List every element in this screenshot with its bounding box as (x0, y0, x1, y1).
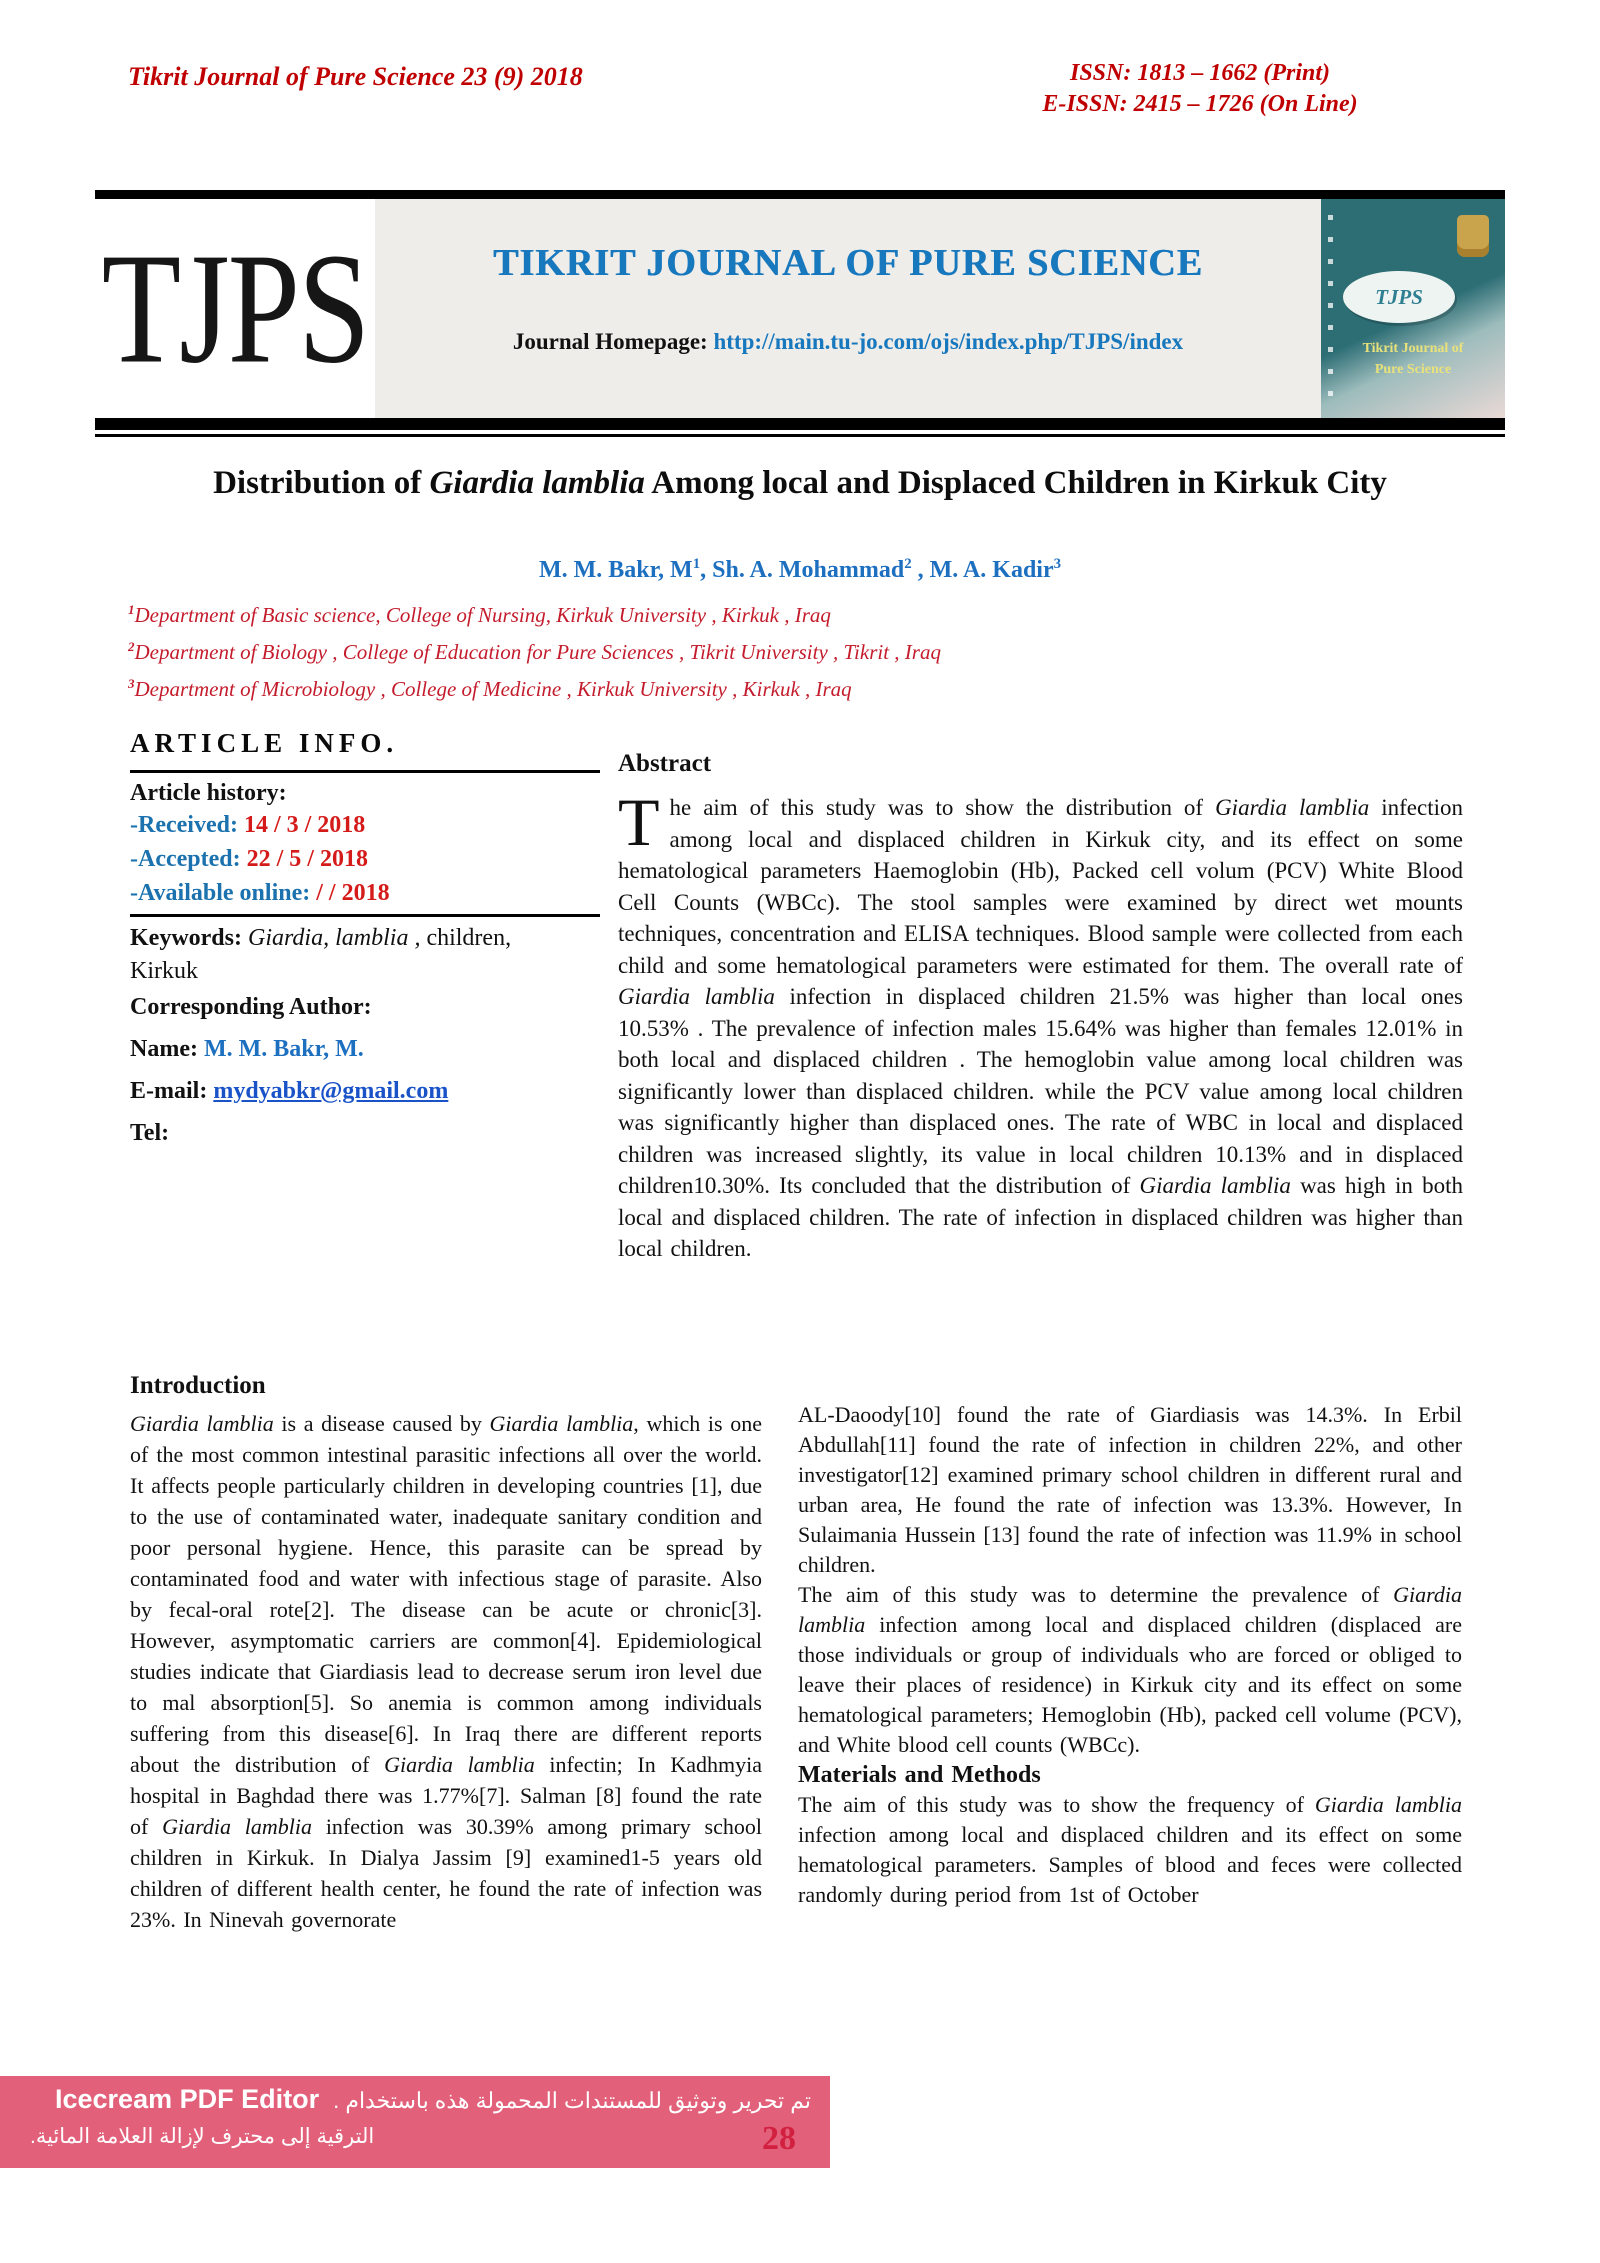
intro-right-paragraph-1: AL-Daoody[10] found the rate of Giardiasis was 14.3%. In Erbil Abdullah[11] found the rate of infection in children 22%, and other investigator[12] examined primary school children in different rural and urban area, He found the rate of infection was 13.3%. However, In Sulaimania Hussein [13] found the rate of infection was 11.9% in school children. (798, 1402, 1462, 1577)
watermark-upgrade-text[interactable]: الترقية إلى محترف لإزالة العلامة المائية. (30, 2125, 375, 2148)
email-link[interactable]: mydyabkr@gmail.com (213, 1078, 449, 1104)
tjps-logo-text: TJPS (101, 220, 369, 397)
affiliation-2: $^2$Department of Biology , College of Education for Pure Sciences , Tikrit University , Tikrit , Iraq (128, 639, 941, 664)
cover-tjps-oval: TJPS (1343, 271, 1455, 323)
issn-print: ISSN: 1813 – 1662 (Print) (1069, 60, 1331, 86)
journal-banner (95, 199, 1505, 418)
journal-title-banner: TIKRIT JOURNAL OF PURE SCIENCE (493, 242, 1203, 284)
materials-methods-heading: Materials and Methods (798, 1762, 1041, 1788)
watermark-line-1 (55, 2084, 811, 2115)
issn-online: E-ISSN: 2415 – 1726 (On Line) (1042, 91, 1358, 117)
abstract-heading: Abstract (618, 750, 712, 777)
journal-header-line: Tikrit Journal of Pure Science 23 (9) 2018 (128, 62, 583, 91)
article-info-rule-bottom (130, 914, 600, 917)
cover-journal-name-line2: Pure Science (1374, 362, 1452, 377)
introduction-right-column (798, 1400, 1462, 1910)
authors-line: M. M. Bakr, $M^1$, Sh. A. Mohammad$^2$ , M. A. Kadir$^3$ (538, 556, 1062, 583)
banner-top-rule (95, 190, 1505, 199)
article-history-label: Article history: (130, 780, 287, 806)
keywords-row: Keywords: Giardia, lamblia , children, Kirkuk (130, 925, 512, 984)
affiliation-3: $^3$Department of Microbiology , College of Medicine , Kirkuk University , Kirkuk , Iraq (128, 676, 852, 701)
received-date-row: -Received: 14 / 3 / 2018 (130, 812, 366, 838)
article-info-heading: ARTICLE INFO. (130, 728, 399, 758)
homepage-line (375, 329, 1321, 355)
accepted-date-row: -Accepted: 22 / 5 / 2018 (130, 846, 368, 872)
intro-right-paragraph-2: The aim of this study was to determine the prevalence of Giardia lamblia infection among local and displaced children (displaced are those individuals or group of individuals who are forced or obliged to leave their places of residence) in Kirkuk city and its effect on some hematological parameters; Hemoglobin (Hb), packed cell volume (PCV), and White blood cell counts (WBCc). (798, 1582, 1462, 1757)
cover-emblem-icon (1457, 215, 1489, 257)
homepage-link[interactable]: http://main.tu-jo.com/ojs/index.php/TJPS/index (713, 329, 1184, 354)
introduction-heading: Introduction (130, 1372, 266, 1399)
banner-bottom-rule-thin (95, 434, 1505, 437)
email-label: E-mail: (130, 1078, 214, 1104)
watermark-arabic-text: تم تحرير وتوثيق للمستندات المحمولة هذه باستخدام . (333, 2088, 812, 2113)
corresponding-name-row (130, 1036, 364, 1063)
corresponding-author-label: Corresponding Author: (130, 994, 372, 1020)
affiliations-block (128, 594, 1428, 705)
introduction-left-column: Giardia lamblia is a disease caused by Giardia lamblia, which is one of the most common intestinal parasitic infections all over the world. It affects people particularly children in developing countries [1], due to the use of contaminated water, inadequate sanitary condition and poor personal hygiene. Hence, this parasite can be spread by contaminated food and water with infectious stage of parasite. Also by fecal-oral rote[2]. The disease can be acute or chronic[3]. However, asymptomatic carriers are common[4]. Epidemiological studies indicate that Giardiasis lead to decrease serum iron level due to mal absorption[5]. So anemia is common among individuals suffering from this disease[6]. In Iraq there are different reports about the distribution of Giardia lamblia infectin; In Kadhmyia hospital in Baghdad there was 1.77%[7]. Salman [8] found the rate of Giardia lamblia infection was 30.39% among primary school children in Kirkuk. In Dialya Jassim [9] examined1-5 years old children of different health center, he found the rate of infection was 23%. In Ninevah governorate (130, 1411, 762, 1932)
cover-journal-name-line1: Tikrit Journal of (1362, 341, 1464, 356)
email-row (130, 1078, 448, 1105)
tel-label: Tel: (130, 1120, 170, 1146)
intro-right-paragraph-3: The aim of this study was to show the frequency of Giardia lamblia infection among local and displaced children and its effect on some hematological parameters. Samples of blood and feces were collected randomly during period from 1st of October (798, 1792, 1462, 1907)
banner-bottom-rule (95, 418, 1505, 430)
tjps-logo (95, 199, 375, 418)
page-number: 28 (762, 2120, 796, 2157)
name-label: Name: (130, 1036, 204, 1062)
article-info-rule-top (130, 770, 600, 773)
homepage-label: Journal Homepage: (512, 329, 714, 354)
name-value: M. M. Bakr, M. (203, 1036, 364, 1062)
pdf-editor-watermark-bar (0, 2076, 830, 2168)
journal-cover-image (1321, 199, 1505, 418)
article-title: Distribution of Giardia lamblia Among local and Displaced Children in Kirkuk City (213, 465, 1387, 501)
pdf-editor-brand: Icecream PDF Editor (55, 2084, 320, 2114)
issn-block (990, 58, 1410, 120)
available-online-row: -Available online: / / 2018 (130, 880, 390, 906)
affiliation-1: $^1$Department of Basic science, College of Nursing, Kirkuk University , Kirkuk , Iraq (128, 602, 831, 627)
banner-middle (375, 199, 1321, 418)
abstract-body: The aim of this study was to show the distribution of Giardia lamblia infection among local and displaced children in Kirkuk city, and its effect on some hematological parameters Haemoglobin (Hb), Packed cell volum (PCV) White Blood Cell Counts (WBCc). The stool samples were examined by direct wet mounts techniques, concentration and ELISA techniques. Blood sample were collected from each child and some hematological parameters were estimated for them. The overall rate of Giardia lamblia infection in displaced children 21.5% was higher than local ones 10.53% . The prevalence of infection males 15.64% was higher than females 12.01% in both local and displaced children . The hemoglobin value among local children was significantly lower than displaced children. while the PCV value among local children was significantly higher than displaced ones. The rate of WBC in local and displaced children was increased slightly, its value in local children 10.13% and in displaced children10.30%. Its concluded that the distribution of Giardia lamblia was high in both local and displaced children. The rate of infection in displaced children was higher than local children. (618, 784, 1464, 1261)
